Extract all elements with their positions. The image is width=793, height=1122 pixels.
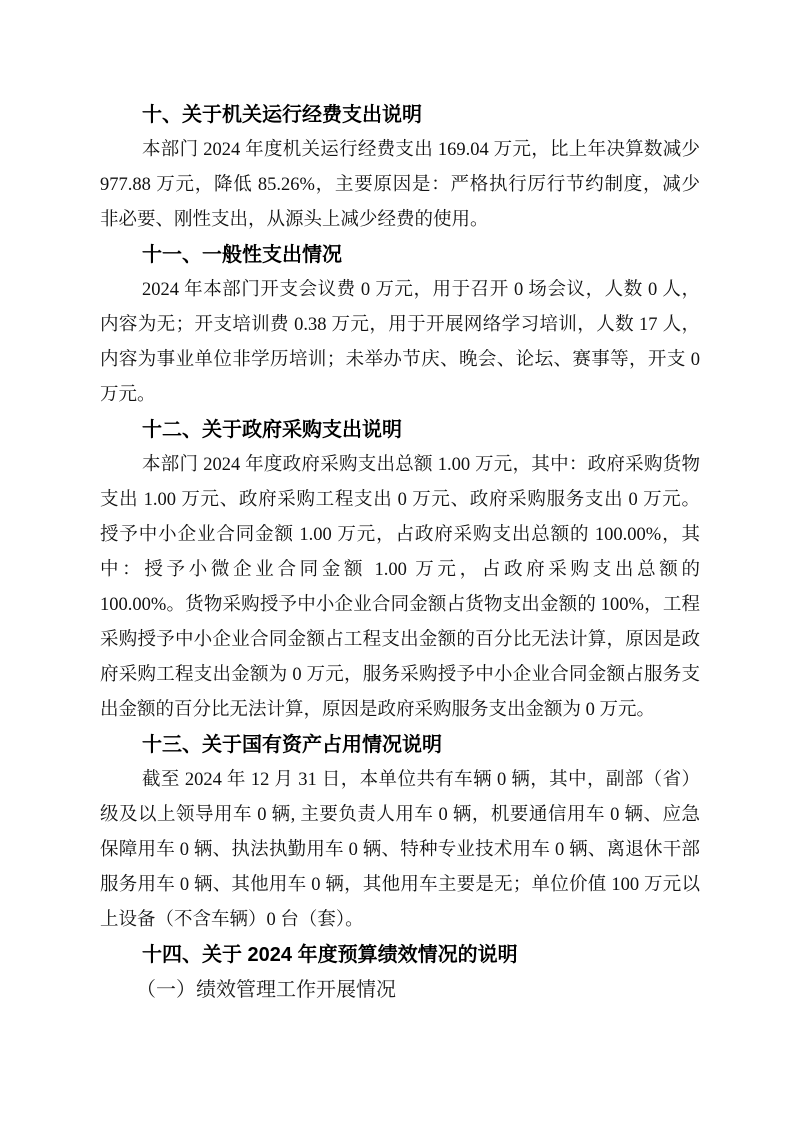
- paragraph-line: 977.88 万元，降低 85.26%，主要原因是：严格执行厉行节约制度，减少: [100, 175, 700, 195]
- paragraph-line: 100.00%。货物采购授予中小企业合同金额占货物支出金额的 100%，工程: [100, 595, 700, 615]
- subsection-heading: （一）绩效管理工作开展情况: [136, 979, 396, 1001]
- paragraph-line: 上设备（不含车辆）0 台（套）。: [100, 910, 364, 930]
- paragraph-line: 出金额的百分比无法计算，原因是政府采购服务支出金额为 0 万元。: [100, 700, 656, 720]
- paragraph-line: 2024 年本部门开支会议费 0 万元，用于召开 0 场会议，人数 0 人，: [142, 280, 700, 300]
- section-heading: 十四、关于 2024 年度预算绩效情况的说明: [142, 944, 518, 966]
- paragraph-line: 截至 2024 年 12 月 31 日，本单位共有车辆 0 辆，其中，副部（省）: [142, 770, 700, 790]
- paragraph-line: 内容为事业单位非学历培训；未举办节庆、晚会、论坛、赛事等，开支 0: [100, 350, 700, 370]
- paragraph-line: 保障用车 0 辆、执法执勤用车 0 辆、特种专业技术用车 0 辆、离退休干部: [100, 840, 700, 860]
- section-heading: 十三、关于国有资产占用情况说明: [142, 734, 442, 756]
- section-general-expense: [100, 238, 700, 413]
- paragraph-line: 本部门 2024 年度机关运行经费支出 169.04 万元，比上年决算数减少: [142, 140, 700, 160]
- paragraph-line: 服务用车 0 辆、其他用车 0 辆，其他用车主要是无；单位价值 100 万元以: [100, 875, 700, 895]
- paragraph-line: 授予中小企业合同金额 1.00 万元，占政府采购支出总额的 100.00%，其: [100, 525, 700, 545]
- paragraph-line: 中：授予小微企业合同金额 1.00 万元，占政府采购支出总额的: [100, 560, 700, 580]
- paragraph-line: 万元。: [100, 385, 156, 405]
- paragraph-line: 内容为无；开支培训费 0.38 万元，用于开展网络学习培训，人数 17 人，: [100, 315, 700, 335]
- section-org-operating-expense: [100, 98, 700, 238]
- section-heading: 十一、一般性支出情况: [142, 244, 342, 266]
- section-budget-performance: [100, 938, 700, 1008]
- paragraph-line: 府采购工程支出金额为 0 万元，服务采购授予中小企业合同金额占服务支: [100, 665, 700, 685]
- section-heading: 十、关于机关运行经费支出说明: [142, 104, 422, 126]
- paragraph-line: 本部门 2024 年度政府采购支出总额 1.00 万元，其中：政府采购货物: [142, 455, 700, 475]
- section-government-procurement: [100, 413, 700, 728]
- section-heading: 十二、关于政府采购支出说明: [142, 419, 402, 441]
- section-state-owned-assets: [100, 728, 700, 938]
- paragraph-line: 非必要、刚性支出，从源头上减少经费的使用。: [100, 210, 489, 230]
- paragraph-line: 级及以上领导用车 0 辆, 主要负责人用车 0 辆，机要通信用车 0 辆、应急: [100, 805, 700, 825]
- paragraph-line: 支出 1.00 万元、政府采购工程支出 0 万元、政府采购服务支出 0 万元。: [100, 490, 700, 510]
- paragraph-line: 采购授予中小企业合同金额占工程支出金额的百分比无法计算，原因是政: [100, 630, 700, 650]
